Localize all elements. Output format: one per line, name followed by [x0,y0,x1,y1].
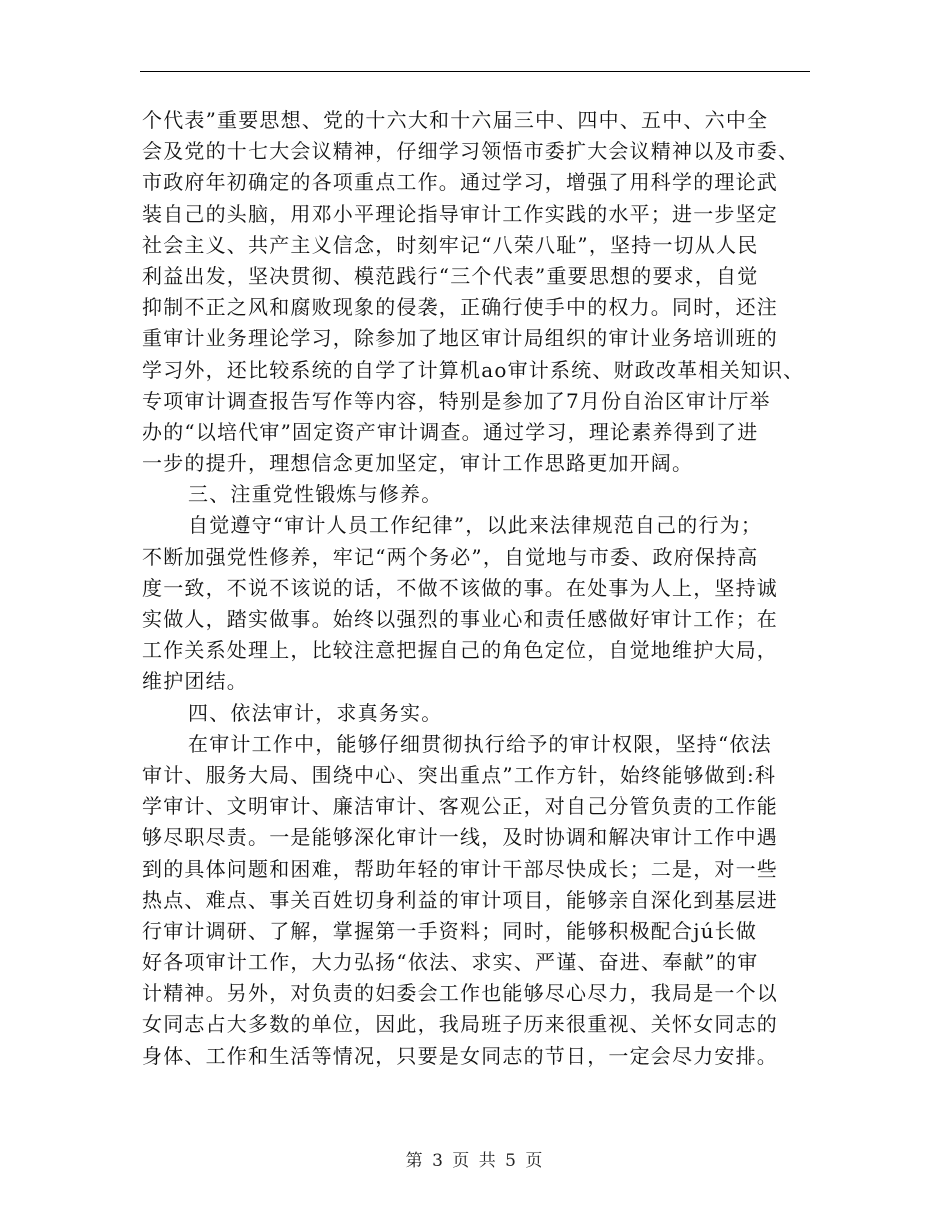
text-line: 实做人，踏实做事。始终以强烈的事业心和责任感做好审计工作；在 [142,607,778,631]
text-line: 抑制不正之风和腐败现象的侵袭，正确行使手中的权力。同时，还注 [142,295,778,320]
page-number-footer: 第 3 页 共 5 页 [405,1151,545,1171]
document-body [142,105,810,1072]
text-line: 身体、工作和生活等情况，只要是女同志的节日，一定会尽力安排。 [142,1043,778,1068]
text-line: 学习外，还比较系统的自学了计算机ao审计系统、财政改革相关知识、 [142,357,805,382]
text-line: 重审计业务理论学习，除参加了地区审计局组织的审计业务培训班的 [142,326,778,351]
text-line: 社会主义、共产主义信念，时刻牢记“八荣八耻”，坚持一切从人民 [142,232,759,257]
text-line: 四、依法审计，求真务实。 [188,700,443,725]
text-line: 三、注重党性锻炼与修养。 [188,482,443,507]
text-line: 办的“以培代审”固定资产审计调查。通过学习，理论素养得到了进 [142,419,759,444]
text-line: 在审计工作中，能够仔细贯彻执行给予的审计权限，坚持“依法 [188,731,772,756]
text-line: 行审计调研、了解，掌握第一手资料；同时，能够积极配合jú长做 [142,918,758,943]
text-line: 专项审计调查报告写作等内容，特别是参加了7月份自治区审计厅举 [142,388,771,413]
text-line: 不断加强党性修养，牢记“两个务必”，自觉地与市委、政府保持高 [142,544,759,569]
header-divider [140,71,810,72]
text-line: 够尽职尽责。一是能够深化审计一线，及时协调和解决审计工作中遇 [142,825,778,850]
text-line: 好各项审计工作，大力弘扬“依法、求实、严谨、奋进、奉献”的审 [142,950,759,975]
text-line: 利益出发，坚决贯彻、模范践行“三个代表”重要思想的要求，自觉 [142,263,759,288]
text-line: 计精神。另外，对负责的妇委会工作也能够尽心尽力，我局是一个以 [142,981,778,1006]
text-line: 学审计、文明审计、廉洁审计、客观公正，对自己分管负责的工作能 [142,794,778,819]
text-line: 审计、服务大局、围绕中心、突出重点”工作方针，始终能够做到:科 [142,762,777,787]
text-line: 一步的提升，理想信念更加坚定，审计工作思路更加开阔。 [142,451,694,476]
text-line: 女同志占大多数的单位，因此，我局班子历来很重视、关怀女同志的 [142,1012,778,1037]
text-line: 市政府年初确定的各项重点工作。通过学习，增强了用科学的理论武 [142,170,778,195]
text-line: 维护团结。 [142,669,248,694]
text-line: 度一致，不说不该说的话，不做不该做的事。在处事为人上，坚持诚 [142,575,778,600]
text-line: 个代表”重要思想、党的十六大和十六届三中、四中、五中、六中全 [142,108,769,132]
text-line: 到的具体问题和困难，帮助年轻的审计干部尽快成长；二是，对一些 [142,856,778,881]
text-line: 工作关系处理上，比较注意把握自己的角色定位，自觉地维护大局， [142,638,778,663]
text-line: 装自己的头脑，用邓小平理论指导审计工作实践的水平；进一步坚定 [142,201,778,226]
text-line: 自觉遵守“审计人员工作纪律”，以此来法律规范自己的行为； [188,513,763,538]
text-line: 会及党的十七大会议精神，仔细学习领悟市委扩大会议精神以及市委、 [142,139,800,164]
text-line: 热点、难点、事关百姓切身利益的审计项目，能够亲自深化到基层进 [142,887,778,912]
